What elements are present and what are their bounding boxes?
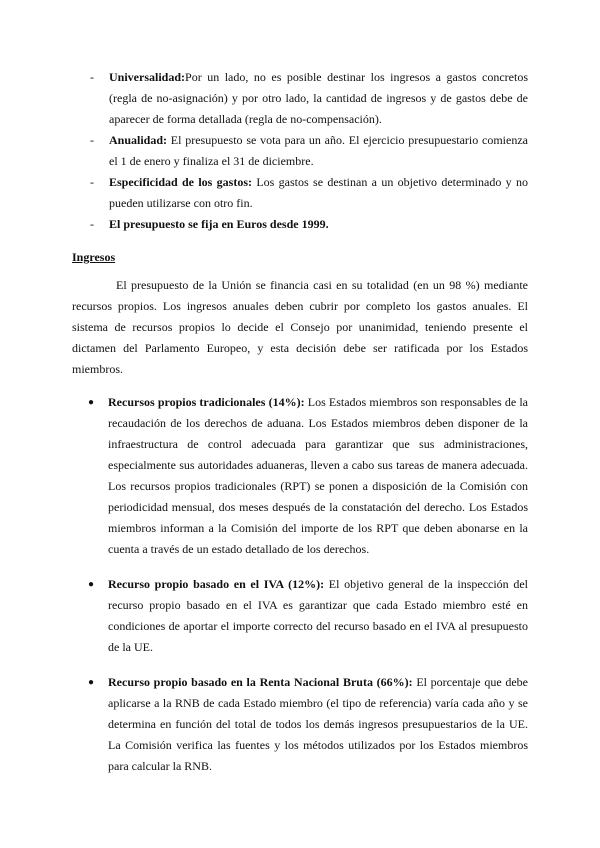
bullet-icon: ● — [88, 677, 95, 688]
item-text: Los Estados miembros son responsables de la recaudación de los derechos de aduana. Los Estados miembros deben disponer de la infraestructura de control adecuada para garantizar que sus administraciones, especialmente sus autoridades aduaneras, lleven a cabo sus tareas de manera adecuada. Los recursos propios tradicionales (RPT) se ponen a disposición de la Comisión con periodicidad mensual, dos meses después de la constatación del derecho. Los Estados miembros informan a la Comisión del importe de los RPT que deben abonarse en la cuenta a través de un estado detallado de los derechos. — [108, 395, 528, 556]
list-item — [90, 214, 528, 235]
dash-marker: - — [90, 70, 94, 84]
item-text: El presupuesto se vota para un año. El ejercicio presupuestario comienza el 1 de enero y finaliza el 31 de diciembre. — [109, 133, 528, 168]
list-item — [90, 67, 528, 130]
list-item — [88, 574, 528, 658]
list-item — [88, 392, 528, 560]
dash-marker: - — [90, 217, 94, 231]
list-item — [90, 172, 528, 214]
bullet-icon: ● — [88, 397, 95, 408]
item-text: El porcentaje que debe aplicarse a la RNB de cada Estado miembro (el tipo de referencia) varía cada año y se determina en función del total de todos los demás ingresos presupuestarios de la UE. La Comisión verifica las fuentes y los métodos utilizados por los Estados miembros para calcular la RNB. — [108, 675, 528, 773]
intro-paragraph: El presupuesto de la Unión se financia casi en su totalidad (en un 98 %) mediante recursos propios. Los ingresos anuales deben cubrir por completo los gastos anuales. El sistema de recursos propios lo decide el Consejo por unanimidad, teniendo presente el dictamen del Parlamento Europeo, y esta decisión debe ser ratificada por los Estados miembros. — [72, 278, 528, 376]
item-term: Recurso propio basado en el IVA (12%): — [108, 577, 325, 591]
item-term: El presupuesto se fija en Euros desde 1999. — [109, 217, 329, 231]
principles-list — [90, 67, 528, 235]
item-text: El objetivo general de la inspección del recurso propio basado en el IVA es garantizar que cada Estado miembro esté en condiciones de aportar el importe correcto del recurso basado en el IVA al presupuesto de la UE. — [108, 577, 528, 654]
dash-marker: - — [90, 175, 94, 189]
item-term: Recurso propio basado en la Renta Nacional Bruta (66%): — [108, 675, 413, 689]
list-item — [88, 672, 528, 777]
revenue-sources-list — [88, 392, 528, 791]
item-term: Especificidad de los gastos: — [109, 175, 253, 189]
item-text: Los gastos se destinan a un objetivo determinado y no pueden utilizarse con otro fin. — [109, 175, 528, 210]
bullet-icon: ● — [88, 579, 95, 590]
item-term: Anualidad: — [109, 133, 168, 147]
list-item — [90, 130, 528, 172]
item-term: Universalidad: — [109, 70, 186, 84]
dash-marker: - — [90, 133, 94, 147]
item-text: Por un lado, no es posible destinar los ingresos a gastos concretos (regla de no-asignación) y por otro lado, la cantidad de ingresos y de gastos debe de aparecer de forma detallada (regla de no-compensación). — [109, 70, 528, 126]
item-term: Recursos propios tradicionales (14%): — [108, 395, 305, 409]
section-heading: Ingresos — [72, 250, 116, 264]
